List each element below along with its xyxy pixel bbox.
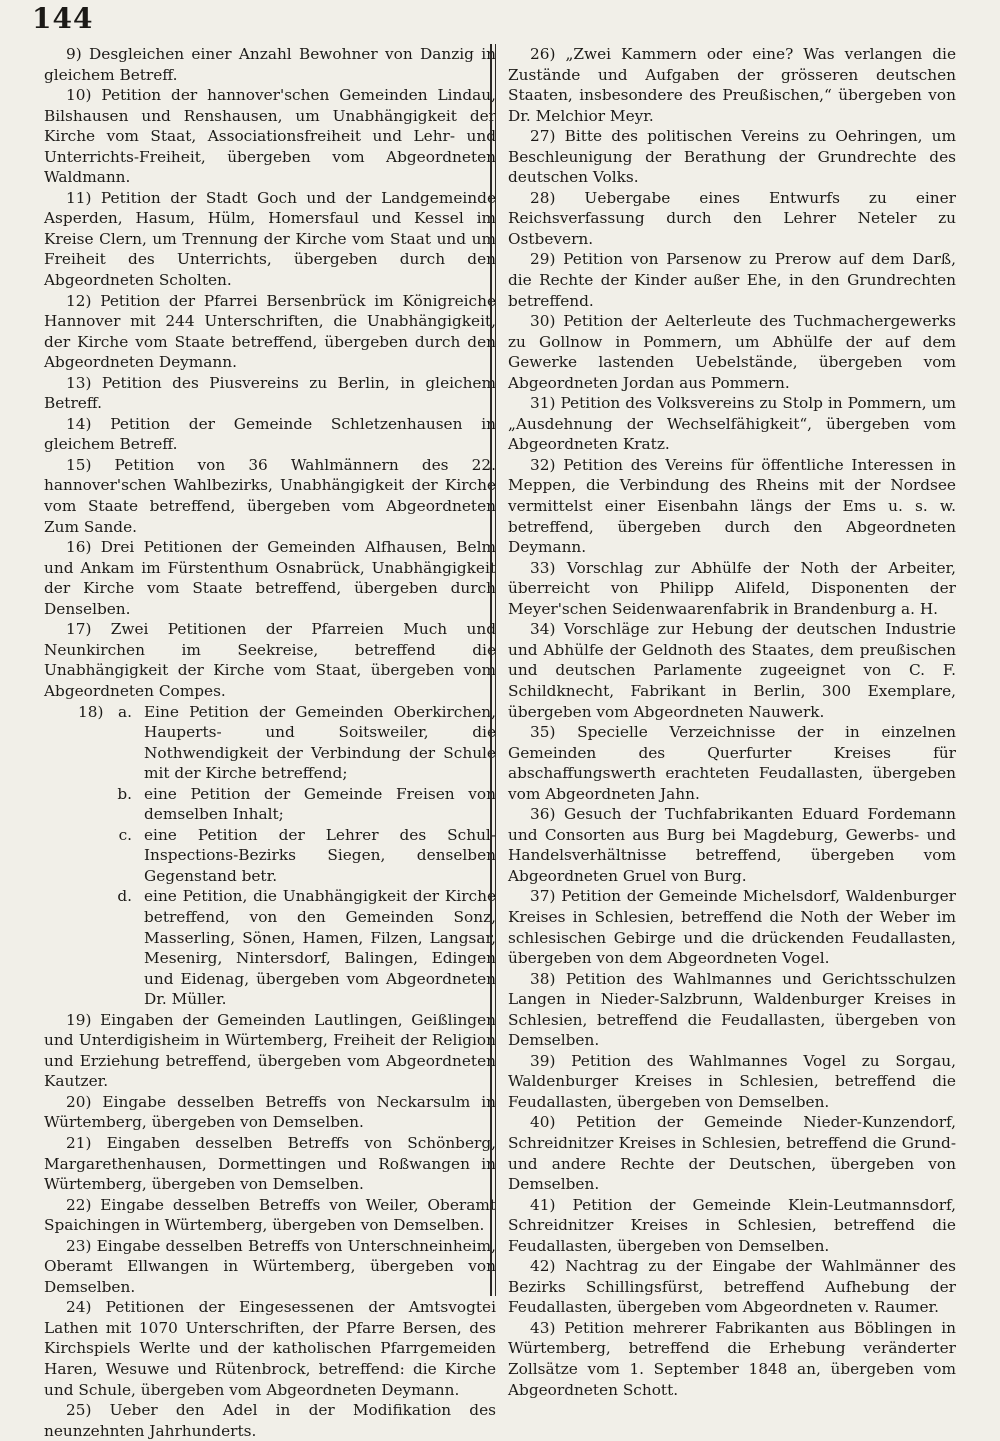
- entry-37: 37) Petition der Gemeinde Michelsdorf, Waldenburger Kreises in Schlesien, betreffend die Noth der Weber im schlesischen Gebirge und die drückenden Feudallasten, übergeben von dem Abgeordneten Vogel.: [508, 887, 956, 968]
- right-column: [508, 44, 956, 1400]
- entry-25: 25) Ueber den Adel in der Modifikation des neunzehnten Jahrhunderts.: [44, 1401, 496, 1440]
- entry-18-text: eine Petition der Gemeinde Freisen von demselben Inhalt;: [144, 784, 496, 824]
- entry-18-item-a: [44, 702, 496, 784]
- entry-18-number: 18): [77, 702, 104, 721]
- entry-42: 42) Nachtrag zu der Eingabe der Wahlmänner des Bezirks Schillingsfürst, betreffend Aufhebung der Feudallasten, übergeben vom Abgeordneten v. Raumer.: [508, 1257, 956, 1317]
- entry-19: 19) Eingaben der Gemeinden Lautlingen, Geißlingen und Unterdigisheim in Würtemberg, Freiheit der Religion und Erziehung betreffend, übergeben vom Abgeordneten Kautzer.: [44, 1010, 496, 1091]
- entry-32: 32) Petition des Vereins für öffentliche Interessen in Meppen, die Verbindung des Rheins mit der Nordsee vermittelst einer Eisenbahn längs der Ems u. s. w. betreffend, übergeben durch den Abgeordneten Deymann.: [508, 455, 956, 557]
- entry-29: 29) Petition von Parsenow zu Prerow auf dem Darß, die Rechte der Kinder außer Ehe, in den Grundrechten betreffend.: [508, 250, 956, 310]
- entry-13: 13) Petition des Piusvereins zu Berlin, in gleichem Betreff.: [44, 373, 496, 413]
- column-divider: [490, 44, 496, 1296]
- entry-18-item-d: [44, 886, 496, 1009]
- entry-31: 31) Petition des Volksvereins zu Stolp in Pommern, um „Ausdehnung der Wechselfähigkeit“, übergeben vom Abgeordneten Kratz.: [508, 394, 956, 454]
- entry-18-text: eine Petition, die Unabhängigkeit der Kirche betreffend, von den Gemeinden Sonz, Masserling, Sönen, Hamen, Filzen, Langsar, Mesenirg, Nintersdorf, Balingen, Edingen und Eidenag, übergeben vom Abgeordneten Dr. Müller.: [144, 887, 496, 1009]
- entry-21: 21) Eingaben desselben Betreffs von Schönberg, Margarethenhausen, Dormettingen und Roßwangen in Würtemberg, übergeben von Demselben.: [44, 1133, 496, 1194]
- entry-30: 30) Petition der Aelterleute des Tuchmachergewerks zu Gollnow in Pommern, um Abhülfe der auf dem Gewerke lastenden Uebelstände, übergeben vom Abgeordneten Jordan aus Pommern.: [508, 312, 956, 392]
- entry-23: 23) Eingabe desselben Betreffs von Unterschneinheim, Oberamt Ellwangen in Würtemberg, übergeben von Demselben.: [44, 1236, 496, 1296]
- entry-22: 22) Eingabe desselben Betreffs von Weiler, Oberamt Spaichingen in Würtemberg, übergeben von Demselben.: [44, 1195, 496, 1235]
- entry-36: 36) Gesuch der Tuchfabrikanten Eduard Fordemann und Consorten aus Burg bei Magdeburg, Gewerbs- und Handelsverhältnisse betreffend, übergeben vom Abgeordneten Gruel von Burg.: [508, 805, 956, 885]
- entry-18-item-b: [44, 784, 496, 825]
- left-column: [44, 44, 496, 1441]
- entry-11: 11) Petition der Stadt Goch und der Landgemeinde Asperden, Hasum, Hülm, Homersfaul und Kessel im Kreise Clern, um Trennung der Kirche vom Staat und um Freiheit des Unterrichts, übergeben durch den Abgeordneten Scholten.: [44, 188, 496, 290]
- entry-18-letter: d.: [117, 887, 132, 906]
- entry-24: 24) Petitionen der Eingesessenen der Amtsvogtei Lathen mit 1070 Unterschriften, der Pfarre Bersen, des Kirchspiels Werlte und der katholischen Pfarrgemeiden Haren, Wesuwe und Rütenbrock, betreffend: die Kirche und Schule, übergeben vom Abgeordneten Deymann.: [44, 1298, 496, 1399]
- entry-15: 15) Petition von 36 Wahlmännern des 22. hannover'schen Wahlbezirks, Unabhängigkeit der Kirche vom Staate betreffend, übergeben vom Abgeordneten Zum Sande.: [44, 455, 496, 536]
- entry-18-letter: c.: [118, 825, 132, 844]
- entry-18-item-c: [44, 825, 496, 887]
- entry-16: 16) Drei Petitionen der Gemeinden Alfhausen, Belm und Ankam im Fürstenthum Osnabrück, Unabhängigkeit der Kirche vom Staate betreffend, übergeben durch Denselben.: [44, 538, 496, 618]
- entry-26: 26) „Zwei Kammern oder eine? Was verlangen die Zustände und Aufgaben der grösseren deutschen Staaten, insbesondere des Preußischen,“ übergeben von Dr. Melchior Meyr.: [508, 45, 956, 125]
- entry-38: 38) Petition des Wahlmannes und Gerichtsschulzen Langen in Nieder-Salzbrunn, Waldenburger Kreises in Schlesien, betreffend die Feudallasten, übergeben von Demselben.: [508, 969, 956, 1050]
- entry-18-letter: b.: [117, 784, 132, 803]
- entry-20: 20) Eingabe desselben Betreffs von Neckarsulm in Würtemberg, übergeben von Demselben.: [44, 1092, 496, 1132]
- entry-40: 40) Petition der Gemeinde Nieder-Kunzendorf, Schreidnitzer Kreises in Schlesien, betreffend die Grund- und andere Rechte der Deutschen, übergeben von Demselben.: [508, 1113, 956, 1194]
- entry-39: 39) Petition des Wahlmannes Vogel zu Sorgau, Waldenburger Kreises in Schlesien, betreffend die Feudallasten, übergeben von Demselben.: [508, 1051, 956, 1111]
- entry-10: 10) Petition der hannover'schen Gemeinden Lindau, Bilshausen und Renshausen, um Unabhängigkeit der Kirche vom Staat, Associationsfreiheit und Lehr- und Unterrichts-Freiheit, übergeben vom Abgeordneten Waldmann.: [44, 86, 496, 187]
- entry-18: [44, 702, 496, 1010]
- entry-18-text: eine Petition der Lehrer des Schul-Inspections-Bezirks Siegen, denselben Gegenstand betr.: [144, 825, 496, 885]
- entry-27: 27) Bitte des politischen Vereins zu Oehringen, um Beschleunigung der Berathung der Grundrechte des deutschen Volks.: [508, 127, 956, 187]
- entry-12: 12) Petition der Pfarrei Bersenbrück im Königreiche Hannover mit 244 Unterschriften, die Unabhängigkeit, der Kirche vom Staate betreffend, übergeben durch den Abgeordneten Deymann.: [44, 291, 496, 372]
- entry-33: 33) Vorschlag zur Abhülfe der Noth der Arbeiter, überreicht von Philipp Alifeld, Disponenten der Meyer'schen Seidenwaarenfabrik in Brandenburg a. H.: [508, 558, 956, 618]
- entry-34: 34) Vorschläge zur Hebung der deutschen Industrie und Abhülfe der Geldnoth des Staates, dem preußischen und deutschen Parlamente zugeeignet von C. F. Schildknecht, Fabrikant in Berlin, 300 Exemplare, übergeben vom Abgeordneten Nauwerk.: [508, 620, 956, 721]
- entry-14: 14) Petition der Gemeinde Schletzenhausen in gleichem Betreff.: [44, 414, 496, 454]
- entry-9: 9) Desgleichen einer Anzahl Bewohner von Danzig in gleichem Betreff.: [44, 45, 496, 84]
- entry-18-text: Eine Petition der Gemeinden Oberkirchen, Hauperts- und Soitsweiler, die Nothwendigkeit der Verbindung der Schule mit der Kirche betreffend;: [144, 702, 496, 783]
- entry-18-letter: 18) a.: [77, 702, 132, 721]
- entry-28: 28) Uebergabe eines Entwurfs zu einer Reichsverfassung durch den Lehrer Neteler zu Ostbevern.: [508, 188, 956, 248]
- entry-35: 35) Specielle Verzeichnisse der in einzelnen Gemeinden des Querfurter Kreises für abschaffungswerth erachteten Feudallasten, übergeben vom Abgeordneten Jahn.: [508, 723, 956, 803]
- entry-41: 41) Petition der Gemeinde Klein-Leutmannsdorf, Schreidnitzer Kreises in Schlesien, betreffend die Feudallasten, übergeben von Demselben.: [508, 1195, 956, 1255]
- entry-43: 43) Petition mehrerer Fabrikanten aus Böblingen in Würtemberg, betreffend die Erhebung veränderter Zollsätze vom 1. September 1848 an, übergeben vom Abgeordneten Schott.: [508, 1318, 956, 1399]
- entry-17: 17) Zwei Petitionen der Pfarreien Much und Neunkirchen im Seekreise, betreffend die Unabhängigkeit der Kirche vom Staat, übergeben vom Abgeordneten Compes.: [44, 620, 496, 700]
- page-number: 144: [32, 2, 94, 35]
